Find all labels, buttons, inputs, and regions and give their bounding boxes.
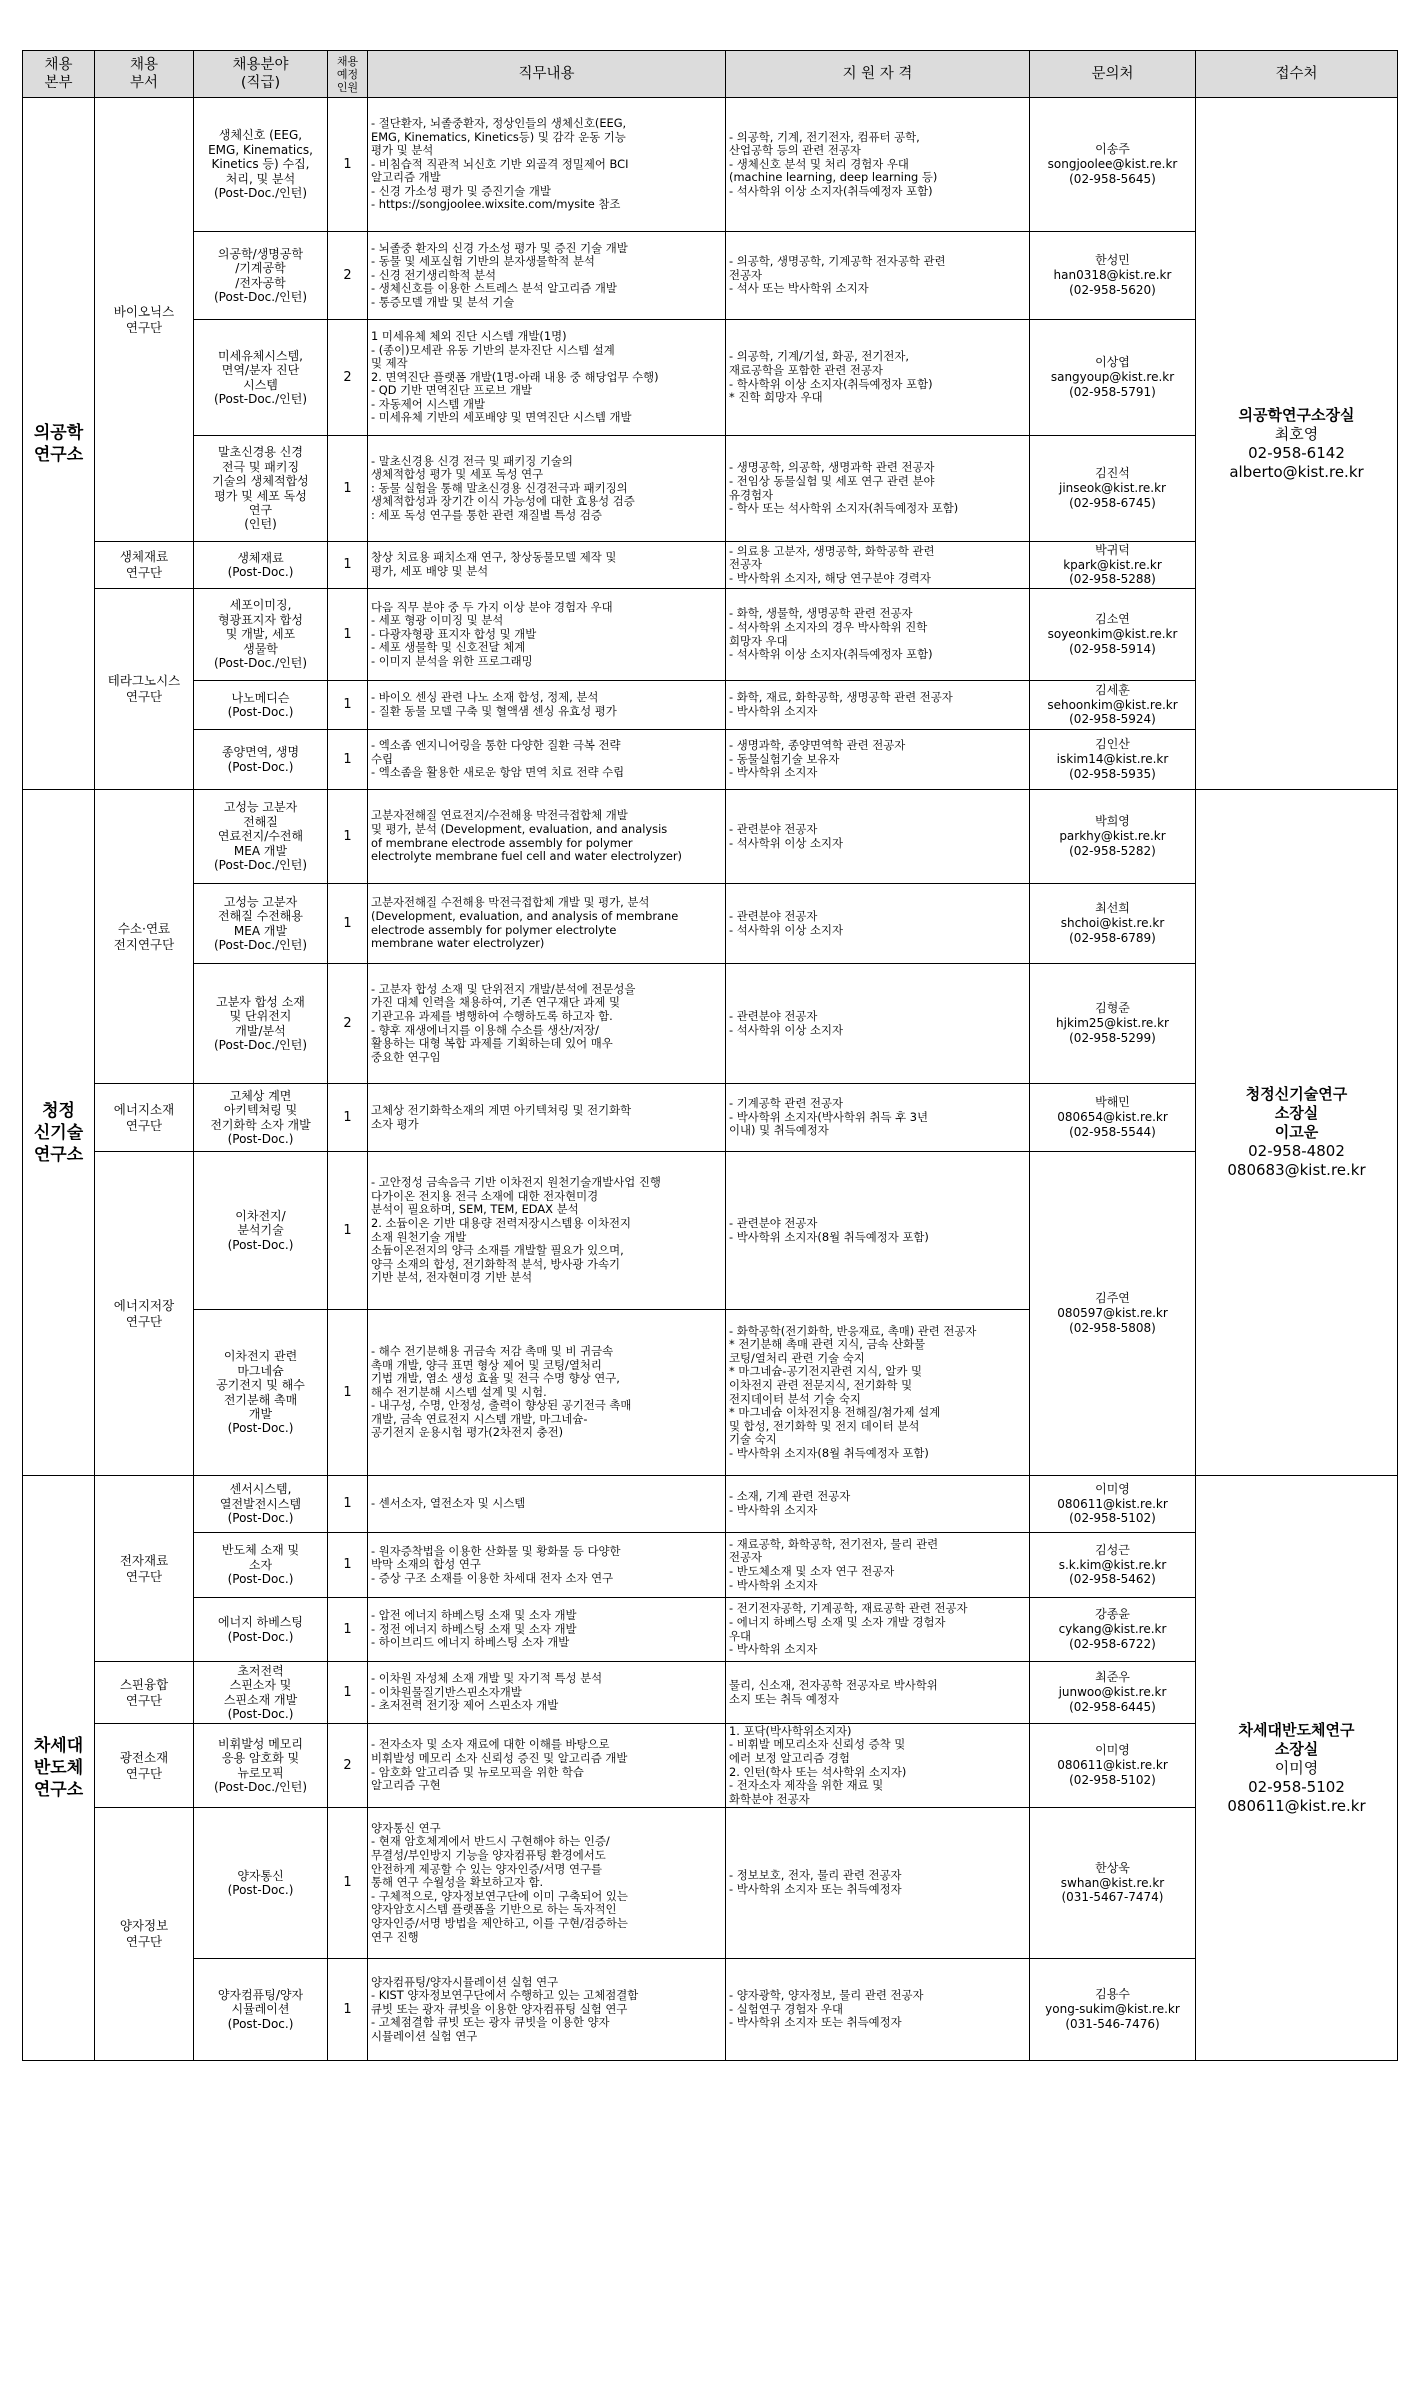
count-cell: 1	[328, 790, 368, 884]
col-receipt: 접수처	[1196, 51, 1398, 98]
table-row	[23, 98, 1398, 232]
duties-cell: 1 미세유체 체외 진단 시스템 개발(1명) - (종이)모세관 유동 기반의 분자진단 시스템 설계 및 제작 2. 면역진단 플랫폼 개발(1명-아래 내용 중 해당업무 수행) - QD 기반 면역진단 프로브 개발 - 자동제어 시스템 개발 - 미세유체 기반의 세포배양 및 면역진단 시스템 개발	[368, 320, 726, 436]
contact-cell: 박귀덕 kpark@kist.re.kr (02-958-5288)	[1030, 542, 1196, 589]
contact-cell: 한상욱 swhan@kist.re.kr (031-5467-7474)	[1030, 1808, 1196, 1959]
count-cell: 2	[328, 964, 368, 1084]
duties-cell: - 원자증착법을 이용한 산화물 및 황화물 등 다양한 박막 소재의 합성 연구 - 증상 구조 소재를 이용한 차세대 전자 소자 연구	[368, 1533, 726, 1598]
receipt-head: 의공학연구소장실	[1238, 405, 1355, 424]
unit-name: 바이오닉스 연구단	[95, 98, 194, 542]
duties-cell: - 센서소자, 열전소자 및 시스템	[368, 1476, 726, 1533]
unit-name: 생체재료 연구단	[95, 542, 194, 589]
header-row	[23, 51, 1398, 98]
duties-cell: 고분자전해질 수전해용 막전극접합체 개발 및 평가, 분석 (Development, evaluation, and analysis of membrane electrode assembly for polymer electrolyte membrane water electrolyzer)	[368, 884, 726, 964]
field-cell: 생체재료 (Post-Doc.)	[194, 542, 328, 589]
table-row	[23, 1152, 1398, 1310]
division-name: 청정 신기술 연구소	[23, 790, 95, 1476]
field-cell: 세포이미징, 형광표지자 합성 및 개발, 세포 생물학 (Post-Doc./인턴)	[194, 589, 328, 681]
contact-cell: 이송주 songjoolee@kist.re.kr (02-958-5645)	[1030, 98, 1196, 232]
contact-cell: 이미영 080611@kist.re.kr (02-958-5102)	[1030, 1724, 1196, 1808]
contact-cell: 강종윤 cykang@kist.re.kr (02-958-6722)	[1030, 1598, 1196, 1662]
col-count: 채용 예정 인원	[328, 51, 368, 98]
receipt-cell	[1196, 98, 1398, 790]
table-row	[23, 790, 1398, 884]
qualification-cell: - 정보보호, 전자, 물리 관련 전공자 - 박사학위 소지자 또는 취득예정자	[726, 1808, 1030, 1959]
count-cell: 1	[328, 1533, 368, 1598]
division-name: 의공학 연구소	[23, 98, 95, 790]
field-cell: 비휘발성 메모리 응용 암호화 및 뉴로모픽 (Post-Doc./인턴)	[194, 1724, 328, 1808]
count-cell: 1	[328, 98, 368, 232]
count-cell: 1	[328, 1662, 368, 1724]
field-cell: 센서시스템, 열전발전시스템 (Post-Doc.)	[194, 1476, 328, 1533]
duties-cell: 다음 직무 분야 중 두 가지 이상 분야 경험자 우대 - 세포 형광 이미징 및 분석 - 다광자형광 표지자 합성 및 개발 - 세포 생물학 및 신호전달 체계 - 이미지 분석을 위한 프로그래밍	[368, 589, 726, 681]
field-cell: 고분자 합성 소재 및 단위전지 개발/분석 (Post-Doc./인턴)	[194, 964, 328, 1084]
contact-cell: 김형준 hjkim25@kist.re.kr (02-958-5299)	[1030, 964, 1196, 1084]
duties-cell: - 엑소좀 엔지니어링을 통한 다양한 질환 극복 전략 수립 - 엑소좀을 활용한 새로운 항암 면역 치료 전략 수립	[368, 730, 726, 790]
contact-cell: 김성근 s.k.kim@kist.re.kr (02-958-5462)	[1030, 1533, 1196, 1598]
table-row	[23, 884, 1398, 964]
recruitment-table	[22, 50, 1398, 2061]
duties-cell: - 이차원 자성체 소재 개발 및 자기적 특성 분석 - 이차원물질기반스핀소자개발 - 초저전력 전기장 제어 스핀소자 개발	[368, 1662, 726, 1724]
count-cell: 2	[328, 232, 368, 320]
count-cell: 1	[328, 681, 368, 730]
contact-cell: 김주연 080597@kist.re.kr (02-958-5808)	[1030, 1152, 1196, 1476]
field-cell: 양자컴퓨팅/양자 시뮬레이션 (Post-Doc.)	[194, 1959, 328, 2061]
table-row	[23, 681, 1398, 730]
unit-name: 양자정보 연구단	[95, 1808, 194, 2061]
col-duties: 직무내용	[368, 51, 726, 98]
unit-name: 테라그노시스 연구단	[95, 589, 194, 790]
duties-cell: 양자컴퓨팅/양자시뮬레이션 실험 연구 - KIST 양자정보연구단에서 수행하고 있는 고체점결함 큐빗 또는 광자 큐빗을 이용한 양자컴퓨팅 실험 연구 - 고체점결함 큐빗 또는 광자 큐빗을 이용한 양자 시뮬레이션 실험 연구	[368, 1959, 726, 2061]
duties-cell: - 뇌졸중 환자의 신경 가소성 평가 및 증진 기술 개발 - 동물 및 세포실험 기반의 분자생물학적 분석 - 신경 전기생리학적 분석 - 생체신호를 이용한 스트레스 분석 알고리즘 개발 - 통증모델 개발 및 분석 기술	[368, 232, 726, 320]
contact-cell: 박희영 parkhy@kist.re.kr (02-958-5282)	[1030, 790, 1196, 884]
qualification-cell: 1. 포닥(박사학위소지자) - 비휘발 메모리소자 신뢰성 증착 및 에러 보정 알고리즘 경험 2. 인턴(학사 또는 석사학위 소지자) - 전자소자 제작을 위한 재료 및 화학분야 전공자	[726, 1724, 1030, 1808]
table-row	[23, 589, 1398, 681]
duties-cell: - 전자소자 및 소자 재료에 대한 이해를 바탕으로 비휘발성 메모리 소자 신뢰성 증진 및 알고리즘 개발 - 암호화 알고리즘 및 뉴로모픽을 위한 학습 알고리즘 구현	[368, 1724, 726, 1808]
duties-cell: 고분자전해질 연료전지/수전해용 막전극접합체 개발 및 평가, 분석 (Development, evaluation, and analysis of membrane electrode assembly for polymer electrolyte membrane fuel cell and water electrolyzer)	[368, 790, 726, 884]
receipt-cell	[1196, 790, 1398, 1476]
qualification-cell: - 생명공학, 의공학, 생명과학 관련 전공자 - 전임상 동물실험 및 세포 연구 관련 분야 유경험자 - 학사 또는 석사학위 소지자(취득예정자 포함)	[726, 436, 1030, 542]
table-row	[23, 436, 1398, 542]
field-cell: 고성능 고분자 전해질 연료전지/수전해 MEA 개발 (Post-Doc./인턴)	[194, 790, 328, 884]
contact-cell: 김진석 jinseok@kist.re.kr (02-958-6745)	[1030, 436, 1196, 542]
qualification-cell: 물리, 신소재, 전자공학 전공자로 박사학위 소지 또는 취득 예정자	[726, 1662, 1030, 1724]
count-cell: 1	[328, 1476, 368, 1533]
field-cell: 생체신호 (EEG, EMG, Kinematics, Kinetics 등) 수집, 처리, 및 분석 (Post-Doc./인턴)	[194, 98, 328, 232]
count-cell: 1	[328, 542, 368, 589]
duties-cell: - 바이오 센싱 관련 나노 소재 합성, 정제, 분석 - 질환 동물 모델 구축 및 혈액샘 센싱 유효성 평가	[368, 681, 726, 730]
field-cell: 말초신경용 신경 전극 및 패키징 기술의 생체적합성 평가 및 세포 독성 연구 (인턴)	[194, 436, 328, 542]
field-cell: 나노메디슨 (Post-Doc.)	[194, 681, 328, 730]
contact-cell: 이상엽 sangyoup@kist.re.kr (02-958-5791)	[1030, 320, 1196, 436]
duties-cell: 창상 치료용 패치소재 연구, 창상동물모델 제작 및 평가, 세포 배양 및 분석	[368, 542, 726, 589]
duties-cell: - 압전 에너지 하베스팅 소재 및 소자 개발 - 정전 에너지 하베스팅 소재 및 소자 개발 - 하이브리드 에너지 하베스팅 소자 개발	[368, 1598, 726, 1662]
contact-cell: 김용수 yong-sukim@kist.re.kr (031-546-7476)	[1030, 1959, 1196, 2061]
qualification-cell: - 관련분야 전공자 - 석사학위 이상 소지자	[726, 964, 1030, 1084]
table-row	[23, 1662, 1398, 1724]
table-row	[23, 1724, 1398, 1808]
field-cell: 반도체 소재 및 소자 (Post-Doc.)	[194, 1533, 328, 1598]
count-cell: 1	[328, 1152, 368, 1310]
field-cell: 초저전력 스핀소자 및 스핀소재 개발 (Post-Doc.)	[194, 1662, 328, 1724]
col-qualification: 지 원 자 격	[726, 51, 1030, 98]
qualification-cell: - 전기전자공학, 기계공학, 재료공학 관련 전공자 - 에너지 하베스팅 소재 및 소자 개발 경험자 우대 - 박사학위 소지자	[726, 1598, 1030, 1662]
count-cell: 1	[328, 1084, 368, 1152]
contact-cell: 김소연 soyeonkim@kist.re.kr (02-958-5914)	[1030, 589, 1196, 681]
contact-cell: 한성민 han0318@kist.re.kr (02-958-5620)	[1030, 232, 1196, 320]
contact-cell: 김세훈 sehoonkim@kist.re.kr (02-958-5924)	[1030, 681, 1196, 730]
unit-name: 에너지저장 연구단	[95, 1152, 194, 1476]
contact-cell: 최선희 shchoi@kist.re.kr (02-958-6789)	[1030, 884, 1196, 964]
contact-cell: 박해민 080654@kist.re.kr (02-958-5544)	[1030, 1084, 1196, 1152]
unit-name: 수소·연료 전지연구단	[95, 790, 194, 1084]
count-cell: 1	[328, 1808, 368, 1959]
field-cell: 의공학/생명공학 /기계공학 /전자공학 (Post-Doc./인턴)	[194, 232, 328, 320]
receipt-body: 최호영 02-958-6142 alberto@kist.re.kr	[1229, 424, 1364, 481]
qualification-cell: - 화학공학(전기화학, 반응재료, 촉매) 관련 전공자 * 전기분해 촉매 관련 지식, 금속 산화물 코팅/열처리 관련 기술 숙지 * 마그네슘-공기전지관련 지식, 알카 및 이차전지 관련 전문지식, 전기화학 및 전지데이터 분석 기술 숙지 * 마그네슘 이차전지용 전해질/첨가제 설계 및 합성, 전기화학 및 전지 데이터 분석 기술 숙지 - 박사학위 소지자(8월 취득예정자 포함)	[726, 1310, 1030, 1476]
count-cell: 1	[328, 589, 368, 681]
qualification-cell: - 생명과학, 종양면역학 관련 전공자 - 동물실험기술 보유자 - 박사학위 소지자	[726, 730, 1030, 790]
count-cell: 1	[328, 884, 368, 964]
col-unit: 채용 부서	[95, 51, 194, 98]
qualification-cell: - 소재, 기계 관련 전공자 - 박사학위 소지자	[726, 1476, 1030, 1533]
table-row	[23, 1476, 1398, 1533]
receipt-head: 청정신기술연구 소장실 이고운	[1245, 1085, 1348, 1141]
unit-name: 에너지소재 연구단	[95, 1084, 194, 1152]
duties-cell: 양자통신 연구 - 현재 암호체계에서 반드시 구현해야 하는 인증/ 무결성/부인방지 기능을 양자컴퓨팅 환경에서도 안전하게 제공할 수 있는 양자인증/서명 연구를 통해 연구 수월성을 확보하고자 함. - 구체적으로, 양자정보연구단에 이미 구축되어 있는 양자암호시스템 플랫폼을 기반으로 하는 독자적인 양자인증/서명 방법을 제안하고, 이를 구현/검증하는 연구 진행	[368, 1808, 726, 1959]
qualification-cell: - 관련분야 전공자 - 박사학위 소지자(8월 취득예정자 포함)	[726, 1152, 1030, 1310]
count-cell: 2	[328, 320, 368, 436]
field-cell: 양자통신 (Post-Doc.)	[194, 1808, 328, 1959]
qualification-cell: - 양자광학, 양자정보, 물리 관련 전공자 - 실험연구 경험자 우대 - 박사학위 소지자 또는 취득예정자	[726, 1959, 1030, 2061]
qualification-cell: - 화학, 생물학, 생명공학 관련 전공자 - 석사학위 소지자의 경우 박사학위 진학 희망자 우대 - 석사학위 이상 소지자(취득예정자 포함)	[726, 589, 1030, 681]
unit-name: 전자재료 연구단	[95, 1476, 194, 1662]
table-row	[23, 1084, 1398, 1152]
field-cell: 이차전지/ 분석기술 (Post-Doc.)	[194, 1152, 328, 1310]
count-cell: 1	[328, 1310, 368, 1476]
table-row	[23, 1533, 1398, 1598]
table-row	[23, 1808, 1398, 1959]
table-row	[23, 320, 1398, 436]
table-row	[23, 1959, 1398, 2061]
count-cell: 1	[328, 1959, 368, 2061]
field-cell: 미세유체시스템, 면역/분자 진단 시스템 (Post-Doc./인턴)	[194, 320, 328, 436]
contact-cell: 이미영 080611@kist.re.kr (02-958-5102)	[1030, 1476, 1196, 1533]
table-row	[23, 964, 1398, 1084]
field-cell: 고체상 계면 아키텍쳐링 및 전기화학 소자 개발 (Post-Doc.)	[194, 1084, 328, 1152]
qualification-cell: - 화학, 재료, 화학공학, 생명공학 관련 전공자 - 박사학위 소지자	[726, 681, 1030, 730]
field-cell: 이차전지 관련 마그네슘 공기전지 및 해수 전기분해 촉매 개발 (Post-Doc.)	[194, 1310, 328, 1476]
qualification-cell: - 기계공학 관련 전공자 - 박사학위 소지자(박사학위 취득 후 3년 이내) 및 취득예정자	[726, 1084, 1030, 1152]
count-cell: 1	[328, 730, 368, 790]
table-row	[23, 1598, 1398, 1662]
count-cell: 2	[328, 1724, 368, 1808]
table-row	[23, 542, 1398, 589]
qualification-cell: - 재료공학, 화학공학, 전기전자, 물리 관련 전공자 - 반도체소재 및 소자 연구 전공자 - 박사학위 소지자	[726, 1533, 1030, 1598]
col-field: 채용분야 (직급)	[194, 51, 328, 98]
table-row	[23, 232, 1398, 320]
division-name: 차세대 반도체 연구소	[23, 1476, 95, 2061]
duties-cell: 고체상 전기화학소재의 계면 아키텍쳐링 및 전기화학 소자 평가	[368, 1084, 726, 1152]
col-contact: 문의처	[1030, 51, 1196, 98]
contact-cell: 김인산 iskim14@kist.re.kr (02-958-5935)	[1030, 730, 1196, 790]
duties-cell: - 말초신경용 신경 전극 및 패키징 기술의 생체적합성 평가 및 세포 독성 연구 : 동물 실험을 통해 말초신경용 신경전극과 패키징의 생체적합성과 장기간 이식 가능성에 대한 효용성 검증 : 세포 독성 연구를 통한 관련 재질별 특성 검증	[368, 436, 726, 542]
receipt-body: 이미영 02-958-5102 080611@kist.re.kr	[1227, 1758, 1366, 1815]
field-cell: 종양면역, 생명 (Post-Doc.)	[194, 730, 328, 790]
qualification-cell: - 의공학, 생명공학, 기계공학 전자공학 관련 전공자 - 석사 또는 박사학위 소지자	[726, 232, 1030, 320]
duties-cell: - 고안정성 금속음극 기반 이차전지 원천기술개발사업 진행 다가이온 전지용 전극 소재에 대한 전자현미경 분석이 필요하며, SEM, TEM, EDAX 분석 2. 소듐이온 기반 대용량 전력저장시스템용 이차전지 소재 원천기술 개발 소듐이온전지의 양극 소재를 개발할 필요가 있으며, 양극 소재의 합성, 전기화학적 분석, 방사광 가속기 기반 분석, 전자현미경 기반 분석	[368, 1152, 726, 1310]
receipt-head: 차세대반도체연구 소장실	[1238, 1720, 1355, 1758]
count-cell: 1	[328, 1598, 368, 1662]
field-cell: 고성능 고분자 전해질 수전해용 MEA 개발 (Post-Doc./인턴)	[194, 884, 328, 964]
receipt-body: 02-958-4802 080683@kist.re.kr	[1227, 1142, 1366, 1179]
duties-cell: - 해수 전기분해용 귀금속 저감 촉매 및 비 귀금속 촉매 개발, 양극 표면 형상 제어 및 코팅/열처리 기법 개발, 염소 생성 효율 및 전극 수명 향상 연구, 해수 전기분해 시스템 설계 및 시험. - 내구성, 수명, 안정성, 출력이 향상된 공기전극 촉매 개발, 금속 연료전지 시스템 개발, 마그네슘- 공기전지 운용시험 평가(2차전지 충전)	[368, 1310, 726, 1476]
duties-cell: - 고분자 합성 소재 및 단위전지 개발/분석에 전문성을 가진 대체 인력을 채용하여, 기존 연구재단 과제 및 기관고유 과제를 병행하여 수행하도록 하고자 함. - 향후 재생에너지를 이용해 수소를 생산/저장/ 활용하는 대형 복합 과제를 기획하는데 있어 매우 중요한 연구임	[368, 964, 726, 1084]
count-cell: 1	[328, 436, 368, 542]
qualification-cell: - 관련분야 전공자 - 석사학위 이상 소지자	[726, 884, 1030, 964]
qualification-cell: - 관련분야 전공자 - 석사학위 이상 소지자	[726, 790, 1030, 884]
qualification-cell: - 의공학, 기계/기설, 화공, 전기전자, 재료공학을 포함한 관련 전공자 - 학사학위 이상 소지자(취득예정자 포함) * 진학 희망자 우대	[726, 320, 1030, 436]
unit-name: 스핀융합 연구단	[95, 1662, 194, 1724]
field-cell: 에너지 하베스팅 (Post-Doc.)	[194, 1598, 328, 1662]
table-row	[23, 730, 1398, 790]
duties-cell: - 절단환자, 뇌졸중환자, 정상인들의 생체신호(EEG, EMG, Kinematics, Kinetics등) 및 감각 운동 기능 평가 및 분석 - 비침습적 직관적 뇌신호 기반 외골격 정밀제어 BCI 알고리즘 개발 - 신경 가소성 평가 및 증진기술 개발 - https://songjoolee.wixsite.com/mysite 참조	[368, 98, 726, 232]
col-division: 채용 본부	[23, 51, 95, 98]
contact-cell: 최준우 junwoo@kist.re.kr (02-958-6445)	[1030, 1662, 1196, 1724]
qualification-cell: - 의공학, 기계, 전기전자, 컴퓨터 공학, 산업공학 등의 관련 전공자 - 생체신호 분석 및 처리 경험자 우대 (machine learning, deep learning 등) - 석사학위 이상 소지자(취득예정자 포함)	[726, 98, 1030, 232]
unit-name: 광전소재 연구단	[95, 1724, 194, 1808]
qualification-cell: - 의료용 고분자, 생명공학, 화학공학 관련 전공자 - 박사학위 소지자, 해당 연구분야 경력자	[726, 542, 1030, 589]
receipt-cell	[1196, 1476, 1398, 2061]
